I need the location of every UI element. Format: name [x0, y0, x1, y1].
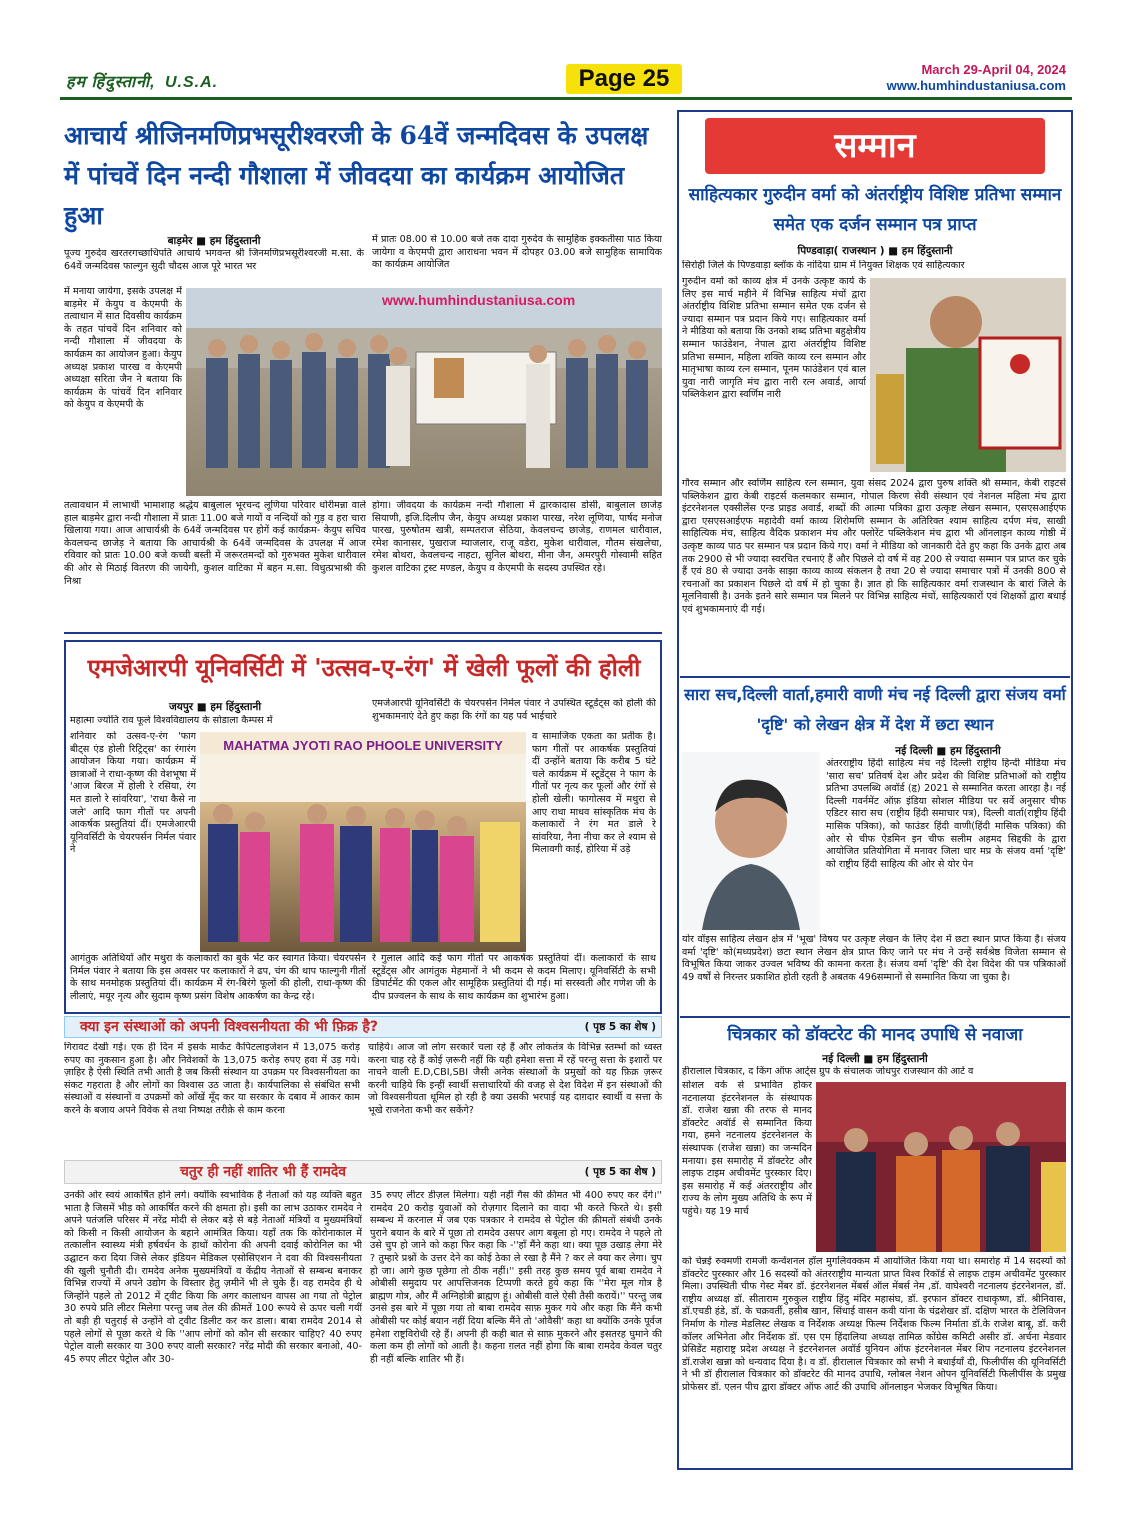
- article2-text: व सामाजिक एकता का प्रतीक है। फाग गीतों पर आकर्षक प्रस्तुतियां दीं उन्होंने बताया कि करीब 5 घंटे चले कार्यक्रम में स्टूडेंट्स ने फाग के गीतों पर नृत्य कर फूलों और रंगों से होली खेली। फागोत्सव में मथुरा से आए राधा माधव सांस्कृतिक मंच के कलाकारों ने रंग मत डाले रे सांवरिया, नैना नीचा कर ले श्याम से मिलावगी काई, होरिया में उड़े: [532, 731, 656, 856]
- photo-watermark: www.humhindustaniusa.com: [382, 292, 576, 308]
- article1-text: होगा। जीवदया के कार्यक्रम नन्दी गौशाला में द्वारकादास डोसी, बाबुलाल छाजेड़ सियाणी, इजि.दिलीप जैन, केयुप अध्यक्ष प्रकाश पारख, नरेश लूणिया, पार्षद मनोज पारख, पुरुषोतम खत्री, सम्पतराज सेठिया, केवलचन्द छाजेड़, राणमल धारीवाल, रमेश कानासर, पुखराज म्याजलार, राजू वडेरा, मुकेश धारीवाल, गौतम संखलेचा, रमेश बोथरा, केवलचन्द नाहटा, सुनिल बोथरा, मीना जैन, अमरपुरी गोस्वामी सहित कुशल वाटिका ट्रस्ट मण्डल, केयुप व केएमपी के सदस्य उपस्थित रहे।: [372, 500, 662, 574]
- article2-text: रे गुलाल आदि कई फाग गीतों पर आकर्षक प्रस्तुतियां दीं। कलाकारों के साथ स्टूडेंट्स और आगंतुक मेहमानों ने भी कदम से कदम मिलाए। यूनिवर्सिटी के सभी डिपार्टमेंट की एकल और सामूहिक प्रस्तुतियां दी गई। मां सरस्वती और गणेश जी के दीप प्रज्वलन के साथ के साथ कार्यक्रम का शुभारंभ हुआ।: [372, 953, 656, 1002]
- holi-celebration-photo: [200, 732, 526, 952]
- article2-text: महात्मा ज्योति राव फूले विश्वविद्यालय के सोडाला कैम्पस में: [70, 715, 273, 726]
- page-number: Page 25: [566, 64, 682, 94]
- photo-illustration: [186, 288, 662, 496]
- article4-text: उनकी ओर स्वयं आकर्षित होने लगे। क्योंकि स्वभाविक है नेताओं को यह व्यक्ति बहुत भाता है जिसमें भीड़ को आकर्षित करने की क्षमता हो। इसी का लाभ उठाकर रामदेव ने अपने पतंजलि परिसर में नरेंद्र मोदी से लेकर बड़े से बड़े नेताओं मंत्रियों व मुख्यमंत्रियों को किसी न किसी आयोजन के बहाने आमंत्रित किया। यहाँ तक कि कोरोनाकाल में तत्कालीन स्वास्थ्य मंत्री हर्षवर्धन के हाथों कोरोना की अपनी दवाई कोरोनिल का भी उद्घाटन करा दिया जिसे लेकर इंडियन मेडिकल एसोसिएशन ने दवा की विश्वसनीयता की खुली चुनौती दी। रामदेव अनेक मुख्यमंत्रियों व केंद्रीय नेताओं से सम्बन्ध बनाकर विभिन्न राज्यों में अपने उद्योग के विस्तार हेतु ज़मीनें भी ले चुके हैं। वह रामदेव ही थे जिन्होंने पहले तो 2012 में ट्वीट किया कि अगर कालाधन वापस आ गया तो पेट्रोल 30 रुपये प्रति लीटर मिलेगा परन्तु जब तेल की क़ीमतें 100 रूपये से ऊपर चली गयीं तो बड़ी ही चतुराई से उन्होंने वो ट्वीट डिलीट कर कर डाला। बाबा रामदेव 2014 से पहले लोगों से पूछा करते थे कि ''आप लोगों को कौन सी सरकार चाहिए? 40 रुपए पेट्रोल वाली सरकार या 300 रुपए वाली सरकार? नरेंद्र मोदी की सरकार बनाओ, 40-45 रुपए लीटर पेट्रोल और 30-: [64, 1190, 362, 1365]
- right-article2-text: योर वॉइस साहित्य लेखन क्षेत्र में 'भूख' विषय पर उत्कृष्ट लेखन के लिए देश में छटा स्थान प्राप्त किया है। संजय वर्मा 'दृष्टि' को(मध्यप्रदेश) छटा स्थान लेखन क्षेत्र प्राप्त किए जाने पर मंच ने उन्हें सर्वश्रेष्ठ विजेता सम्मान से विभूषित किया जाकर उज्वल भविष्य की कामना करता है। संजय वर्मा 'दृष्टि' की देश विदेश की पत्र पत्रिकाओं 49 वर्षों से निरन्तर प्रकाशित होती रहती है अबतक 496सम्मानों से सम्मानित किया जा चुका है।: [682, 934, 1066, 983]
- photo-banner-text: MAHATMA JYOTI RAO PHOOLE UNIVERSITY: [223, 738, 503, 753]
- article3-text: गिरावट देखी गई। एक ही दिन में इसके मार्केट कैपिटलाइजेशन में 13,075 करोड़ रुपए का नुकसान हुआ है। और निवेशकों के 13,075 करोड़ रुपए हवा में उड़ गये।ज़ाहिर है ऐसी स्थिति तभी आती है जब किसी संस्थान या उपक्रम पर विश्वसनीयता का संकट गहराता है और लोगों का विश्वास उठ जाता है। कार्यपालिका से संबंधित सभी संस्थाओं व संस्थानों व उपक्रमों को आँखें मूँद कर या सरकार के दबाव में आकर काम करने के बजाय अपने विवेक से तथा निष्पक्ष तरीक़े से काम करना: [64, 1042, 360, 1116]
- article1-byline: बाड़मेर ■ हम हिंदुस्तानी: [167, 235, 261, 247]
- masthead-brand: हम हिंदुस्तानी, U.S.A.: [66, 74, 219, 91]
- issue-date: March 29-April 04, 2024: [921, 62, 1066, 77]
- article1-text: में प्रातः 08.00 से 10.00 बजे तक दादा गुरुदेव के सामुहिक इक्कतीसा पाठ किया जायेगा व केएमपी द्वारा आराधना भवन में दोपहर 03.00 बजे सामुहिक सामायिक का कार्यक्रम आयोजित: [372, 234, 662, 271]
- right-article3-text: सोशल वर्क से प्रभावित होकर नटनालया इंटरनेशनल के संस्थापक डॉ. राजेश खन्ना की तरफ से मानद डॉक्टरेट अवॉर्ड से सम्मानित किया गया, हमने नटनालय इंटरनेशनल के संस्थापक (राजेश खन्ना) का जन्मदिन मनाया। इस समारोह में डॉक्टरेट और लाइफ टाइम अचीवमेंट पुरस्कार दिए। इस समारोह में कई अंतरराष्ट्रीय और राज्य के लोग मुख्य अतिथि के रूप में पहुंचे। यह 19 मार्च: [682, 1080, 812, 1217]
- photo-illustration: [816, 1082, 1066, 1252]
- photo-illustration: [200, 732, 526, 952]
- article2-text: आगंतुक अतिथियों और मथुरा के कलाकारों का बुके भेंट कर स्वागत किया। चेयरपर्सन निर्मल पंवार ने बताया कि इस अवसर पर कलाकारों ने ढप, चंग की थाप फाल्गुनी गीतों के साथ मनमोहक प्रस्तुतियां दीं। कार्यक्रम में रंग-बिरंगे फूलों की होली, राधा-कृष्ण की लीलाएं, मयूर नृत्य और सुदाम कृष्ण प्रसंग विशेष आकर्षण का केन्द्र रहे।: [70, 953, 366, 1002]
- sanjay-verma-portrait: [682, 752, 820, 930]
- right-article3-byline: नई दिल्ली ■ हम हिंदुस्तानी: [822, 1053, 928, 1065]
- photo-illustration: [870, 278, 1066, 472]
- site-url[interactable]: www.humhindustaniusa.com: [886, 78, 1066, 93]
- article2-text: शनिवार को उत्सव-ए-रंग 'फाग बीट्स एंड होली रिट्रिट्स' का रंगारंग आयोजन किया गया। कार्यक्रम में छात्राओं ने राधा-कृष्ण की वेशभूषा में 'आज बिरज में होली रे रसिया, रंग मत डालो रे सांवरिया', 'राधा कैसे ना जले' आदि फाग गीतों पर अपनी आकर्षक प्रस्तुतियां दीं। एमजेआरपी यूनिवर्सिटी के चेयरपर्सन निर्मल पंवार ने: [70, 731, 196, 856]
- article1-text: में मनाया जायेगा, इसके उपलक्ष में बाड़मेर में केयुप व केएमपी के तत्वाधान में सात दिवसीय कार्यक्रम के तहत पांचवें दिन शनिवार को नन्दी गौशाला में जीवदया के कार्यक्रम का आयोजन हुआ। केयुप अध्यक्ष प्रकाश पारख व केएमपी अध्यक्षा सरिता जैन ने बताया कि कार्यक्रम के पांचवें दिन शनिवार को केयुप व केएमपी के: [64, 286, 182, 411]
- right-article3-headline: चित्रकार को डॉक्टरेट की मानद उपाधि से नवाजा: [727, 1025, 1023, 1045]
- section-divider: [680, 676, 1070, 678]
- article2-text: एमजेआरपी यूनिवर्सिटी के चेयरपर्सन निर्मल पंवार ने उपस्थित स्टूडेंट्स को होली की शुभकामनाएं देते हुए कहा कि रंगों का यह पर्व भाईचारे: [372, 698, 656, 722]
- right-article1-text: गौरव सम्मान और स्वर्णिम साहित्य रत्न सम्मान, युवा संसद 2024 द्वारा पुरुष शक्ति श्री सम्मान, केबी राइटर्स पब्लिकेशन द्वारा केबी राइटर्स कलमकार सम्मान, गोपाल किरण सेवी संस्थान एवं नेशनल महिला मंच द्वारा इंटरनेशनल एक्सीलेंस एन्ड प्राइड अवार्ड, शब्दों की आत्मा पत्रिका द्वारा उत्कृष्ट लेखन सम्मान, एसएसआईएफ द्वारा एसएसआईएफ महादेवी वर्मा काव्य शिरोमणि सम्मान के अतिरिक्त श्याम साहित्य दर्पण मंच, साखी साहित्यिक मंच, साहित्य वैदिक प्रकाशन मंच और फ्लोरेंट पब्लिकेशन मंच द्वारा भी ऑनलाइन काव्य गोष्ठी में उत्कृष्ट काव्य पाठ पर सम्मान पत्र प्रदान किये गए। वर्मा ने मीडिया को जानकारी देते हुए कहा कि उनके द्वारा अब तक 2900 से भी ज्यादा स्वरचित रचनाएं हैं और पिछले दो वर्ष में वह 200 से ज्यादा सम्मान पत्र प्राप्त कर चुके हैं एवं 80 से ज्यादा उनके साझा काव्य काव्य संकलन है तथा 20 से ज्यादा समाचार पत्रों में उनकी 800 से रचनाओं का प्रकाशन पिछले दो वर्ष में हो चुका है। ज्ञात हो कि साहित्यकार वर्मा राजस्थान के बारां जिले के मूलनिवासी है। उनके इतने सारे सम्मान पत्र मिलने पर विभिन्न साहित्य मंचों, साहित्यकारों एवं शिक्षकों द्वारा बधाई एवं शुभकामनाएं दी गई।: [682, 478, 1066, 615]
- article3-continued: ( पृष्ठ 5 का शेष ): [584, 1021, 656, 1033]
- gaushala-group-photo: [186, 288, 662, 496]
- photo-illustration: [682, 752, 820, 930]
- article2-byline: जयपुर ■ हम हिंदुस्तानी: [168, 701, 262, 713]
- right-article2-headline: सारा सच,दिल्ली वार्ता,हमारी वाणी मंच नई दिल्ली द्वारा संजय वर्मा 'दृष्टि' को लेखन क्षेत्र में देश में छटा स्थान: [684, 685, 1066, 734]
- right-article3-text: को चेन्नई रुक्मणी रामजी कन्वेंशनल हॉल मुगलिवक्कम में आयोजित किया गया था। समारोह में 14 सदस्यों को डॉक्टरेट पुरस्कार और 16 सदस्यों को अंतरराष्ट्रीय मान्यता प्राप्त विश्व रिकॉर्ड से लाइफ टाइम अचीवमेंट पुरस्कार मिला। उपस्थिती चीफ गेस्ट मेंबर डॉ. इंटरनेशनल मेंबर्स ऑल मेंबर्स नेम ,डॉ. वाघेश्वरी नटनालय इंटरनेशनल, डॉ. राष्ट्रीय अध्यक्ष डॉ. सीताराम गुरुकुल राष्ट्रीय हिंदु मंदिर महासंघ, डॉ. इरफान डॉक्टर राधाकृष्ण, डॉ. श्रीनिवास, डॉ.एचडी हंडे, डॉ. के चक्रवर्ती, हसीब खान, सिंधाई वासन कवी यांना के चंद्रशेखर डॉ. दक्षिण भारत के टेलिविजन निर्माण के गोल्ड मेडलिस्ट लेखक व निर्देशक अध्यक्ष फिल्म निर्देशक फिल्म निर्माता डॉ.के राजेश बाबू, डॉ. करी कॉलर अभिनेता और निर्देशक डॉ. एस एम हिंदालिया अध्यक्ष तामिळ कोंग्रेस कमिटी असीर डॉ. अर्चना मेडवार प्रेसिडेंट महाराष्ट्र प्रदेश अध्यक्ष ने इंटरनेशनल अवॉर्ड युनियन ऑफ इंटरनेशनल मेंबर शिप नटनालय इंटरनेशनल डॉ.राजेश खन्ना को धन्यवाद दिया है। व डॉ. हीरालाल चित्रकार को सभी ने बधाईयाँ दी, फिलीपींस की यूनिवर्सिटी ने भी डॉ हीरालाल चित्रकार को डॉक्टरेट की मानद उपाधि, ग्लोबल नेशन ओपन यूनिवर्सिटी फिलीपींस के प्रमुख प्रोफेसर डॉ. एलन पीच द्वारा डॉक्टर ऑफ आर्ट की उपाधि ऑनलाइन भेजकर विभूषित किया।: [682, 1256, 1066, 1393]
- article1-headline: आचार्य श्रीजिनमणिप्रभसूरीश्वरजी के 64वें जन्मदिवस के उपलक्ष में पांचवें दिन नन्दी गौशाला में जीवदया का कार्यक्रम आयोजित हुआ: [64, 121, 649, 230]
- article4-continued: ( पृष्ठ 5 का शेष ): [584, 1166, 656, 1178]
- right-article1-text: सिरोही जिले के पिण्डवाड़ा ब्लॉक के नांदिया ग्राम में नियुक्त शिक्षक एवं साहित्यकार: [682, 260, 965, 271]
- gurudeen-verma-photo: [870, 278, 1066, 472]
- issue-date-block: [880, 62, 1066, 94]
- article3-headline: क्या इन संस्थाओं को अपनी विश्वसनीयता की भी फ़िक्र है?: [80, 1019, 378, 1035]
- award-ceremony-photo: [816, 1082, 1066, 1252]
- article4-text: 35 रुपए लीटर डीज़ल मिलेगा। यही नहीं गैस की क़ीमत भी 400 रुपए कर देंगे।'' रामदेव 20 करोड़ युवाओं को रोज़गार दिलाने का वादा भी करते फिरते थे। इसी सम्बन्ध में करनाल में जब एक पत्रकार ने रामदेव से पेट्रोल की क़ीमतों संबंधी उनके पुराने बयान के बारे में पूछा तो रामदेव उसपर आग बबूला हो गए। रामदेव ने पहले तो उसे चुप हो जाने को कहा फिर कहा कि -''हाँ मैंने कहा था। क्या पूछ उखाड़ लेगा मेरे ? तुम्हारे प्रश्नों के उत्तर देने का कोई ठेका ले रखा है मैंने ? कर ले क्या कर लेगा। चुप हो जा। आगे कुछ पूछेगा तो ठीक नहीं।'' इसी तरह कुछ समय पूर्व बाबा रामदेव ने ओबीसी समुदाय पर आपत्तिजनक टिप्पणी करते हुये कहा कि ''मेरा मूल गोत्र है ब्राह्मण गोत्र, और मैं अग्निहोत्री ब्राह्मण हूं। ओबीसी वाले ऐसी तैसी करायें।'' परन्तु जब उनसे इस बारे में पूछा गया तो बाबा रामदेव साफ़ मुकर गये और कहा कि मैंने कभी ओबीसी पर कोई बयान नहीं दिया बल्कि मैंने तो 'ओवैसी' कहा था क्योंकि उनके पूर्वज हमेशा राष्ट्रविरोधी रहे हैं। अपनी ही कही बात से साफ़ मुकरने और इसतरह घुमाने की कला कम ही लोगों को आती है। कहना ग़लत नहीं होगा कि बाबा रामदेव केवल चतुर ही नहीं बल्कि शातिर भी हैं।: [370, 1190, 662, 1365]
- article4-headline: चतुर ही नहीं शातिर भी हैं रामदेव: [180, 1164, 347, 1180]
- article1-text: तत्वावधान में लाभार्थी भामाशाह श्रद्धेय बाबुलाल भूरचन्द लूणिया परिवार धोरीमन्ना वाले हाल बाड़मेर द्वारा नन्दी गौशाला में प्रातः 11.00 बजे गायों व नन्दियों को गुड़ व हरा चारा खिलाया गया। आज आचार्यश्री के 64वें जन्मदिवस पर होगें कई कार्यक्रम- केयुप सचिव केवलचन्द छाजेड़ ने बताया कि आचार्यश्री के 64वें जन्मदिवस के उपलक्ष में आज रविवार को प्रातः 10.00 बजे कच्ची बस्ती में जरूरतमन्दों को गुरुभक्त मुकेश धारीवाल की ओर से मिठाई वितरण की जायेगी, कुशल वाटिका में बहन म.सा. विधुत्प्रभाश्री की निश्रा: [64, 500, 366, 587]
- section-divider: [680, 1016, 1070, 1018]
- right-article3-text: हीरालाल चित्रकार, द किंग ऑफ आर्ट्स ग्रुप के संचालक जोधपुर राजस्थान की आर्ट व: [682, 1066, 974, 1077]
- honors-banner: सम्मान: [705, 118, 1045, 174]
- right-article2-text: अंतरराष्ट्रीय हिंदी साहित्य मंच नई दिल्ली राष्ट्रीय हिन्दी मीडिया मंच 'सारा सच' प्रतिवर्ष देश और प्रदेश की विशिष्ट प्रतिभाओं को राष्ट्रीय प्रतिभा उपलब्धि अवॉर्ड (हृ) 2021 से सम्मानित करता आरहा है। नई दिल्ली गवर्नमेंट ऑफ़ इंडिया सोशल मीडिया पर सर्वे अनुसार चीफ एडिटर सारा सच (राष्ट्रीय हिंदी समाचार पत्र), दिल्ली वार्ता(राष्ट्रीय हिंदी मासिक पत्रिका), को फाउंडर हिंदी वाणी(हिंदी मासिक पत्रिका) की ओर से चीफ ऐडमिन इन चीफ सलीम अहमद सिद्दकी के द्वारा आयोजित प्रतियोगिता में मनावर जिला धार मप्र के संजय वर्मा 'दृष्टि' को राष्ट्रीय हिंदी साहित्य की ओर से योर पेन: [826, 758, 1066, 870]
- article2-headline: एमजेआरपी यूनिवर्सिटी में 'उत्सव-ए-रंग' में खेली फूलों की होली: [87, 653, 641, 682]
- right-article1-headline: साहित्यकार गुरुदीन वर्मा को अंतर्राष्ट्रीय विशिष्ट प्रतिभा सम्मान समेत एक दर्जन सम्मान पत्र प्राप्त: [688, 185, 1062, 235]
- header-rule: [60, 97, 1072, 100]
- section-divider: [64, 632, 662, 634]
- right-article2-byline: नई दिल्ली ■ हम हिंदुस्तानी: [895, 745, 1001, 757]
- article3-text: चाहिये। आज जो लोग सरकारें चला रहे हैं और लोकतंत्र के विभिन्न स्तम्भों को ध्वस्त करना चाह रहे हैं कोई ज़रूरी नहीं कि यही हमेशा सत्ता में रहें परन्तु सत्ता के इशारों पर नाचने वाली E.D,CBI,SBI जैसी अनेक संस्थाओं के प्रमुखों को यह फ़िक्र ज़रूर करनी चाहिये कि इन्हीं स्वार्थी सत्ताधारियों की वजह से देश विदेश में इन संस्थाओं की जो विश्वसनीयता धूमिल हो रही है क्या उसकी भरपाई यह दाग़दार स्वार्थी व सत्ता के भूखे राजनेता कभी कर सकेंगे?: [368, 1042, 662, 1116]
- right-article1-byline: पिण्डवाड़ा( राजस्थान ) ■ हम हिंदुस्तानी: [797, 245, 953, 257]
- right-article1-text: गुरुदीन वर्मा को काव्य क्षेत्र में उनके उत्कृष्ट कार्य के लिए इस मार्च महीने में विभिन्न साहित्य मंचों द्वारा अंतर्राष्ट्रीय विशिष्ट प्रतिभा सम्मान समेत एक दर्जन से ज्यादा सम्मान पत्र प्रदान किये गए। साहित्यकार वर्मा ने मीडिया को बताया कि उनको शब्द प्रतिभा बहुक्षेत्रीय सम्मान फाउंडेशन, नेपाल द्वारा अंतर्राष्ट्रीय विशिष्ट प्रतिभा सम्मान, महिला शक्ति काव्य रत्न सम्मान और मातृभाषा काव्य रत्न सम्मान, पूनम फाउंडेशन एवं बाल युवा नारी जागृति मंच द्वारा नारी रत्न अवार्ड, आर्या पब्लिकेशन द्वारा स्वर्णिम नारी: [682, 276, 866, 401]
- article1-text: पूज्य गुरुदेव खरतरगच्छाधिपति आचार्य भगवन्त श्री जिनमणिप्रभसूरीश्वरजी म.सा. के 64वें जन्मदिवस फाल्गुन सुदी चौदस आज पूरे भारत भर: [64, 248, 364, 272]
